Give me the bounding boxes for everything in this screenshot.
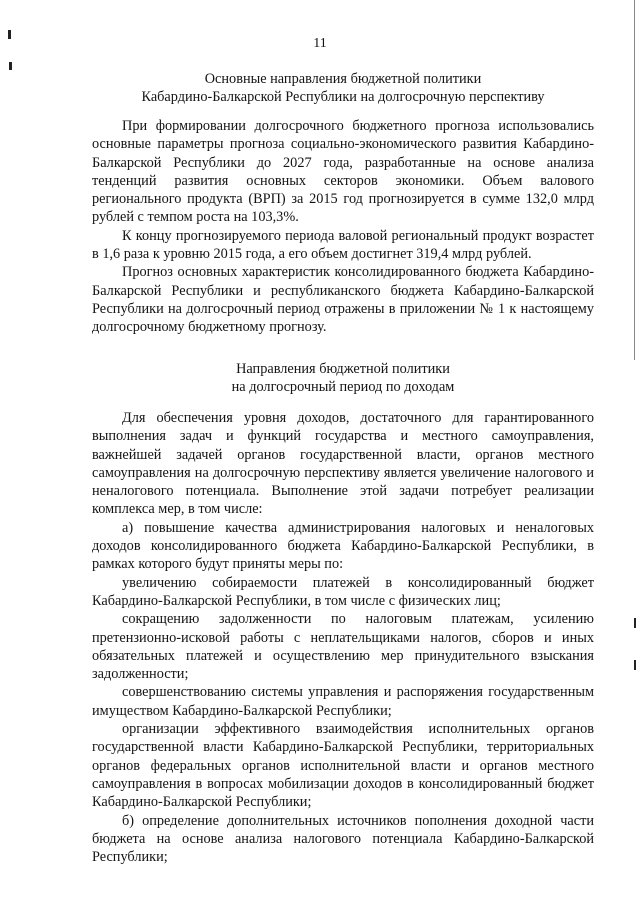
heading-1-line-2: Кабардино-Балкарской Республики на долгосрочную перспективу [141,89,545,106]
scan-mark-right-1 [634,618,636,628]
list-item: организации эффективного взаимодействия исполнительных органов государственной власти Кабардино-Балкарской Республики, территориальных органов федеральных органов исполнительной власти и органов местного самоуправления в вопросах мобилизации доходов в консолидированный бюджет Кабардино-Балкарской Республики; [92,721,594,811]
page-number: 11 [313,36,327,51]
paragraph: К концу прогнозируемого периода валовой региональный продукт возрастет в 1,6 раза к уровню 2015 года, а его объем достигнет 319,4 млрд рублей. [92,227,594,263]
section-1-body [92,117,594,337]
scan-mark-right-2 [634,660,636,670]
paragraph: Прогноз основных характеристик консолидированного бюджета Кабардино-Балкарской Республики и республиканского бюджета Кабардино-Балкарской Республики на долгосрочный период отражены в приложении № 1 к настоящему долгосрочному бюджетному прогнозу. [92,264,594,336]
paragraph: Для обеспечения уровня доходов, достаточного для гарантированного выполнения задач и функций государства и местного самоуправления, важнейшей задачей органов государственной власти, органов местного самоуправления на долгосрочную перспективу является увеличение налогового и неналогового потенциала. Выполнение этой задачи потребует реализации комплекса мер, в том числе: [92,410,594,518]
list-item: совершенствованию системы управления и распоряжения государственным имуществом Кабардино-Балкарской Республики; [92,684,594,719]
list-item: а) повышение качества администрирования налоговых и неналоговых доходов консолидированного бюджета Кабардино-Балкарской Республики, в рамках которого будут приняты меры по: [92,519,594,573]
scan-edge-line-right [634,0,635,360]
heading-2-line-2: на долгосрочный период по доходам [231,379,455,396]
section-heading-2 [92,360,594,397]
list-item: сокращению задолженности по налоговым платежам, усилению претензионно-исковой работы с неплательщиками налогов, сборов и иных обязательных платежей и осуществлению мер принудительного взыскания задолженности; [92,611,594,683]
heading-1-line-1: Основные направления бюджетной политики [204,71,482,87]
scan-mark-left [9,62,12,70]
list-item: увеличению собираемости платежей в консолидированный бюджет Кабардино-Балкарской Республики, в том числе с физических лиц; [92,574,594,609]
paragraph: При формировании долгосрочного бюджетного прогноза использовались основные параметры прогноза социально-экономического развития Кабардино-Балкарской Республики до 2027 года, разработанные на основе анализа тенденций развития основных секторов экономики. Объем валового регионального продукта (ВРП) за 2015 год прогнозируется в сумме 132,0 млрд рублей с темпом роста на 103,3%. [92,118,594,226]
list-item: б) определение дополнительных источников пополнения доходной части бюджета на основе анализа налогового потенциала Кабардино-Балкарской Республики; [92,812,594,866]
section-heading-1 [92,70,594,107]
heading-2-line-1: Направления бюджетной политики [236,361,450,377]
section-2-body [92,409,594,866]
